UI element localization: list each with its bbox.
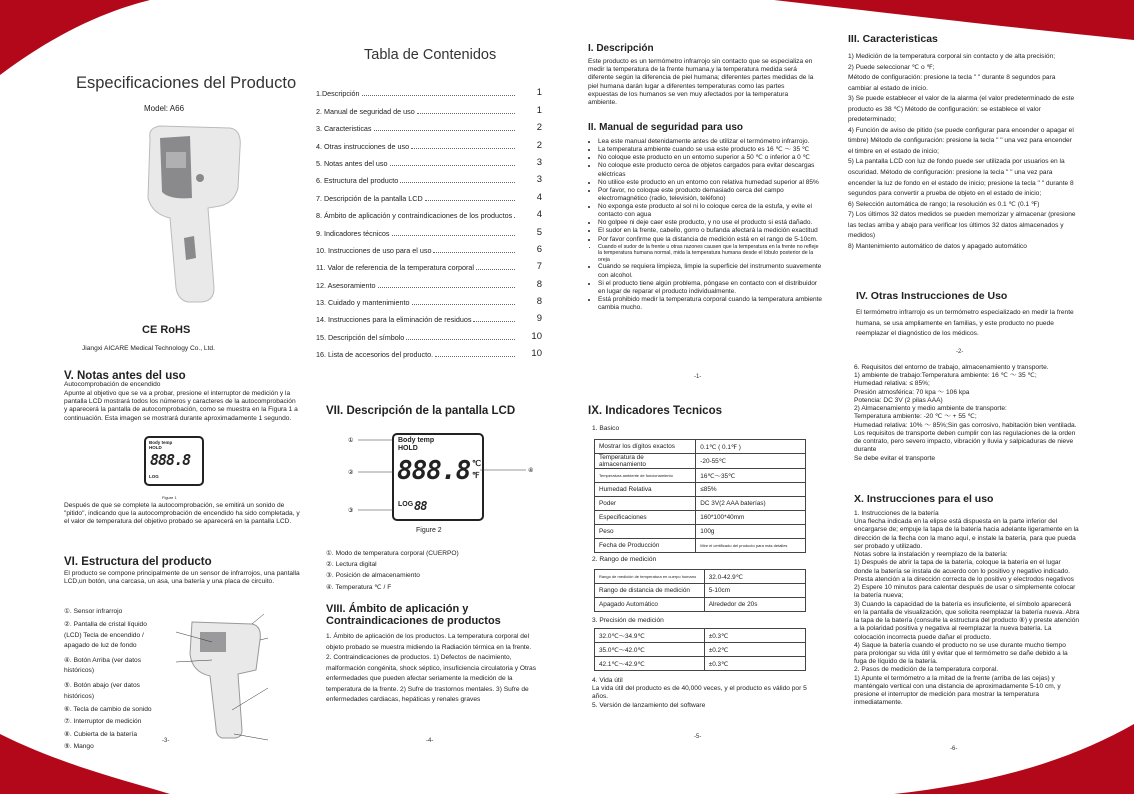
precision-table <box>594 628 806 671</box>
toc-leader <box>392 235 515 236</box>
table-cell: Poder <box>595 497 696 511</box>
tech-title: IX. Indicadores Tecnicos <box>588 405 722 417</box>
toc-row <box>316 307 542 324</box>
toc-entry: 3. Caracteristicas <box>316 124 372 134</box>
table-cell: 32.0℃～34.9℃ <box>595 629 705 643</box>
safety-item: • Cuando se requiera limpieza, limpie la superficie del instrumento suavemente con alcohol. <box>598 263 824 279</box>
part-item: ⑧. Cubierta de la batería <box>64 730 137 738</box>
lcd-legend <box>326 550 536 592</box>
toc-leader <box>412 304 516 305</box>
lcd-log-digits: 88 <box>414 499 427 513</box>
column-4 <box>848 0 1080 794</box>
toc-page: 6 <box>536 243 542 255</box>
table-row <box>595 629 806 643</box>
table-row <box>595 497 806 511</box>
safety-item: • No golpee ni deje caer este producto, y no use el producto si está dañado. <box>598 219 824 227</box>
page-number-2: -2- <box>956 349 964 355</box>
description-title: I. Descripción <box>588 43 654 54</box>
model-label: Model: A66 <box>144 104 185 113</box>
notes-subtitle: Autocomprobación de encendido <box>64 381 161 388</box>
toc-row <box>316 168 542 185</box>
self-test-lcd <box>144 436 204 486</box>
lcd-body-temp: Body temp <box>149 440 173 445</box>
safety-item: • El sudor en la frente, cabello, gorro o bufanda afectará la medición exactitud <box>598 227 824 235</box>
table-cell: 42.1℃～42.9℃ <box>595 657 705 671</box>
toc-row <box>316 238 542 255</box>
table-row <box>595 643 806 657</box>
toc-page: 3 <box>536 156 542 168</box>
table-row <box>595 511 806 525</box>
toc-row <box>316 185 542 202</box>
toc-page: 5 <box>536 226 542 238</box>
table-cell: DC 3V(2 AAA baterías) <box>696 497 806 511</box>
table-row <box>595 539 806 553</box>
toc-entry: 11. Valor de referencia de la temperatura corporal <box>316 263 474 273</box>
scope-title: VIII. Ámbito de aplicación y Contraindicaciones de productos <box>326 603 501 627</box>
part-item: ④. Botón Arriba (ver datos históricos) <box>64 656 142 675</box>
toc-list <box>316 81 542 359</box>
parts-list <box>64 608 160 751</box>
figure-1-caption: Figure 1 <box>162 495 177 500</box>
toc-entry: 13. Cuidado y mantenimiento <box>316 298 410 308</box>
column-2 <box>316 0 546 794</box>
page-number-6: -6- <box>950 746 958 752</box>
toc-page: 1 <box>536 104 542 116</box>
page-number-3: -3- <box>162 738 170 744</box>
toc-entry: 8. Ámbito de aplicación y contraindicaciones de los productos <box>316 211 513 221</box>
toc-row <box>316 220 542 237</box>
tech-footer: 4. Vida útil La vida útil del producto es de 40,000 veces, y el producto es válido por 5 años. 5. Versión de lanzamiento del software <box>592 677 807 709</box>
toc-leader <box>433 252 515 253</box>
table-cell: Temperatura ambiente de funcionamiento <box>595 469 696 483</box>
toc-entry: 12. Asesoramiento <box>316 280 376 290</box>
toc-page: 8 <box>536 296 542 308</box>
table-cell: 35.0℃～42.0℃ <box>595 643 705 657</box>
toc-entry: 1.Descripción <box>316 89 360 99</box>
part-item: ②. Pantalla de cristal líquido (LCD) Tecla de encendido / apagado de luz de fondo <box>64 621 147 650</box>
lcd-unit-fahrenheit: ℉ <box>472 471 480 480</box>
lcd-digits: 888.8 <box>150 451 191 469</box>
lcd-legend-item: ①. Modo de temperatura corporal (CUERPO) <box>326 550 459 557</box>
toc-row <box>316 98 542 115</box>
table-row <box>595 598 806 612</box>
table-cell: 16℃～35℃ <box>696 469 806 483</box>
toc-page: 8 <box>536 278 542 290</box>
table-cell: Mire el certificado del producto para más detalles <box>696 539 806 553</box>
toc-leader <box>374 130 515 131</box>
other-title: IV. Otras Instrucciones de Uso <box>856 290 1008 302</box>
part-item: ⑨. Mango <box>64 742 94 750</box>
toc-leader <box>425 200 515 201</box>
feature-item: 7) Los últimos 32 datos medidos se pueden memorizar y almacenar (presione las teclas arriba y abajo para verificar los últimos 32 datos almacenados y medidos) <box>848 211 1076 240</box>
safety-item: • Por favor confirme que la distancia de medición está en el rango de 5-10cm. <box>598 236 824 244</box>
feature-item: 1) Medición de la temperatura corporal sin contacto y de alta precisión; <box>848 53 1056 60</box>
other-body: El termómetro infrarrojo es un termómetro especializado en medir la frente humana, se usa ampliamente en familias, y este producto no puede reemplazar el diagnóstico de los médicos. <box>856 309 1074 338</box>
figure-2-caption: Figure 2 <box>416 527 442 534</box>
company-name: Jiangxi AICARE Medical Technology Co., Ltd. <box>82 345 215 352</box>
feature-item: 8) Mantenimiento automático de datos y apagado automático <box>848 242 1027 250</box>
table-cell: ±0.2℃ <box>704 643 805 657</box>
toc-leader <box>411 148 515 149</box>
toc-leader <box>473 321 515 322</box>
part-item: ⑥. Tecla de cambio de sonido <box>64 706 152 714</box>
table-cell: Peso <box>595 525 696 539</box>
lcd-legend-item: ③. Posición de almacenamiento <box>326 572 420 580</box>
toc-entry: 16. Lista de accesorios del producto. <box>316 350 434 360</box>
product-spec-title: Especificaciones del Producto <box>76 74 297 92</box>
structure-body: El producto se compone principalmente de un sensor de infrarrojos, una pantalla LCD,un botón, una carcasa, un asa, una batería y una placa de circuito. <box>64 570 300 586</box>
features-title: III. Caracteristicas <box>848 33 938 45</box>
toc-page: 4 <box>536 209 542 221</box>
toc-entry: 2. Manual de seguridad de uso <box>316 106 415 116</box>
svg-text:④: ④ <box>528 467 534 474</box>
lcd-log: LOG <box>149 474 159 479</box>
lcd-legend-item: ④. Temperatura ℃ / F <box>326 583 392 591</box>
thermometer-image <box>130 118 250 304</box>
table-cell: Mostrar los dígitos exactos <box>595 440 696 454</box>
lcd-hold: HOLD <box>149 445 162 450</box>
table-cell: Alrededor de 20s <box>704 598 805 612</box>
svg-text:①: ① <box>348 437 354 444</box>
certification-logos: CE RoHS <box>142 324 191 336</box>
toc-leader <box>406 339 515 340</box>
safety-item: • Lea este manual detenidamente antes de utilizar el termómetro infrarrojo. <box>598 138 824 146</box>
toc-leader <box>514 217 515 218</box>
safety-title: II. Manual de seguridad para uso <box>588 122 744 133</box>
table-cell: ±0.3℃ <box>704 629 805 643</box>
toc-leader <box>476 269 515 270</box>
safety-item: • No utilice este producto en un entorno con relativa humedad superior al 85% <box>598 179 824 187</box>
feature-item: Método de configuración: presione la tecla " " durante 8 segundos para cambiar al estado de inicio. <box>848 74 1056 92</box>
lcd-body-temp: Body temp <box>398 437 435 444</box>
toc-page: 4 <box>536 191 542 203</box>
usage-title: X. Instrucciones para el uso <box>854 493 994 505</box>
toc-page: 3 <box>536 174 542 186</box>
precision-label: 3. Precisión de medición <box>592 617 664 624</box>
table-row <box>595 584 806 598</box>
table-cell: Especificaciones <box>595 511 696 525</box>
toc-page: 7 <box>536 261 542 273</box>
safety-item: • No coloque este producto cerca de objetos cargados para evitar descargas eléctricas <box>598 162 824 178</box>
toc-row <box>316 133 542 150</box>
toc-row <box>316 203 542 220</box>
toc-entry: 15. Descripción del símbolo <box>316 332 405 342</box>
svg-text:②: ② <box>348 469 354 476</box>
range-label: 2. Rango de medición <box>592 556 657 563</box>
basic-label: 1. Basico <box>592 425 620 432</box>
column-1 <box>62 0 302 794</box>
page-number-5: -5- <box>694 734 702 740</box>
table-cell: Fecha de Producción <box>595 539 696 553</box>
table-row <box>595 483 806 497</box>
feature-item: 5) La pantalla LCD con luz de fondo puede ser utilizada por usuarios en la oscuridad. Método de configuración: presione la tecla " " una vez para encender la luz de fondo en el estado de inicio; presione la tecla " " durante 8 segundos para convertir a prueba de objeto en el estado de inicio; <box>848 158 1074 198</box>
toc-page: 2 <box>536 122 542 134</box>
table-cell: Rango de medición de temperatura en cuerpo humano <box>595 570 705 584</box>
safety-list <box>588 138 824 312</box>
toc-row <box>316 81 542 98</box>
toc-entry: 6. Estructura del producto <box>316 176 399 186</box>
features-list <box>848 52 1076 252</box>
table-cell: Temperatura de almacenamiento <box>595 454 696 469</box>
lcd-title: VII. Descripción de la pantalla LCD <box>326 405 516 417</box>
toc-page: 1 <box>536 87 542 99</box>
part-item: ⑤. Botón abajo (ver datos históricos) <box>64 681 140 700</box>
lcd-unit-celsius: ℃ <box>472 459 481 468</box>
feature-item: 4) Función de aviso de pitido (se puede configurar para encender o apagar el timbre) Método de configuración: presione la tecla " " una vez para encender el timbre en el estado de inicio; <box>848 126 1074 155</box>
notes-title: V. Notas antes del uso <box>64 370 186 382</box>
toc-title: Tabla de Contenidos <box>364 47 497 63</box>
safety-item: • La temperatura ambiente cuando se usa este producto es 16 ℃ ～ 35 ℃ <box>598 146 824 154</box>
page-number-1: -1- <box>694 374 702 380</box>
feature-item: 2) Puede seleccionar ℃ o ℉; <box>848 63 935 71</box>
toc-page: 2 <box>536 139 542 151</box>
feature-item: 6) Selección automática de rango; la resolución es 0.1 ℃ (0.1 ℉) <box>848 200 1040 208</box>
table-row <box>595 469 806 483</box>
lcd-hold: HOLD <box>398 445 418 452</box>
table-cell: 5-10cm <box>704 584 805 598</box>
table-cell: 100g <box>696 525 806 539</box>
toc-entry: 9. Indicadores técnicos <box>316 228 390 238</box>
toc-row <box>316 324 542 341</box>
toc-leader <box>435 356 515 357</box>
safety-item: • Está prohibido medir la temperatura corporal cuando la temperatura ambiente cambia mucho. <box>598 296 824 312</box>
table-row <box>595 525 806 539</box>
toc-row <box>316 116 542 133</box>
toc-leader <box>390 165 515 166</box>
lcd-digits: 888.8 <box>397 456 471 486</box>
toc-entry: 4. Otras instrucciones de uso <box>316 141 410 151</box>
table-row <box>595 440 806 454</box>
toc-leader <box>378 287 515 288</box>
basic-table <box>594 439 806 553</box>
usage-body: 1. Instrucciones de la batería Una flecha indicada en la elipse está dispuesta en la parte inferior del encargarse de; empuje la tapa de la batería hacia adelante ligeramente en la dirección de la flecha con la mano aquí, e instale la batería, para que pueda ser probado y utilizado. Notas sobre la instalación y reemplazo de la batería: 1) Después de abrir la tapa de la batería, coloque la batería en el lugar donde la batería se instala de acuerdo con lo positivo y negativo indicado. Presta atención a la dirección correcta de lo positivo y electrodos negativos 2) Espere 10 minutos para calentar después de usar o simplemente colocar la batería nueva; 3) Cuando la capacidad de la batería es insuficiente, el símbolo aparecerá en la pantalla de visualización, que solicita reemplazar la batería nueva. Abra la tapa de la batería (consulte la estructura del producto ⑧) y preste atención a la polaridad positiva y negativa al reemplazar la nueva batería. La colocación incorrecta puede dañar el producto. 4) Saque la batería cuando el producto no se use durante mucho tiempo para prolongar su vida útil y evitar que el termómetro se dañe debido a la fuga de líquido de la batería. 2. Pasos de medición de la temperatura corporal. 1) Apunte el termómetro a la mitad de la frente (arriba de las cejas) y manténgalo vertical con una distancia de aproximadamente 5-10 cm, y presione el interruptor de medición para mostrar la temperatura inmediatamente. <box>854 510 1080 707</box>
safety-item: • Cuando el sudor de la frente u otras razones causen que la temperatura en la frente no refleje la temperatura humana normal, mida la temperatura humana desde el lóbulo posterior de la oreja <box>598 244 824 264</box>
env-body: 6. Requisitos del entorno de trabajo, almacenamiento y transporte. 1) ambiente de trabajo:Temperatura ambiente: 16 ℃ ～ 35 ℃; Humedad relativa: ≤ 85%; Presión atmosférica: 70 kpa ～ 106 kpa Potencia: DC 3V (2 pilas AAA) 2) Almacenamiento y medio ambiente de transporte: Temperatura ambiente: -20 ℃ ～ + 55 ℃; Humedad relativa: 10% ～ 85%;Sin gas corrosivo, habitación bien ventilada. Los requisitos de transporte deben cumplir con las regulaciones de la orden de contrato, pero severo impacto, vibración y lluvia y salpicaduras de nieve durante Se debe evitar el transporte <box>854 364 1077 462</box>
toc-page: 10 <box>531 348 542 360</box>
table-cell: 32.0-42.9℃ <box>704 570 805 584</box>
toc-entry: 7. Descripción de la pantalla LCD <box>316 193 423 203</box>
toc-row <box>316 342 542 359</box>
description-body: Este producto es un termómetro infrarrojo sin contacto que se especializa en medir la temperatura de la frente humana,y la temperatura medida será diferente según la diferencia de piel humana; diferentes partes medidas de la piel humana darán lugar a diferentes temperaturas como las partes expuestas de los humanos se ven muy afectados por la temperatura ambiente. <box>588 58 814 107</box>
table-row <box>595 454 806 469</box>
toc-row <box>316 151 542 168</box>
table-cell: 0.1℃ ( 0.1℉ ) <box>696 440 806 454</box>
table-cell: Humedad Relativa <box>595 483 696 497</box>
table-cell: Apagado Automático <box>595 598 705 612</box>
range-table <box>594 569 806 612</box>
table-cell: Rango de distancia de medición <box>595 584 705 598</box>
table-row <box>595 657 806 671</box>
lcd-log: LOG <box>398 501 414 508</box>
table-row <box>595 570 806 584</box>
safety-item: • No exponga este producto al sol ni lo coloque cerca de la estufa, y evite el contacto con agua <box>598 203 824 219</box>
part-item: ⑦. Interruptor de medición <box>64 718 142 726</box>
notes-body-2: Después de que se complete la autocomprobación, se emitirá un sonido de "pitido", indicando que la autocomprobación de encendido ha sido completada, y el valor de temperatura del objetivo probado se aparecerá en la pantalla LCD. <box>64 502 300 526</box>
safety-item: • Si el producto tiene algún problema, póngase en contacto con el distribuidor en lugar de reparar el producto individualmente. <box>598 280 824 296</box>
table-cell: ±0.3℃ <box>704 657 805 671</box>
toc-row <box>316 272 542 289</box>
toc-leader <box>417 113 515 114</box>
page-number-4: -4- <box>426 738 434 744</box>
scope-body: 1. Ámbito de aplicación de los productos. La temperatura corporal del objeto probado se muestra midiendo la Radiación térmica en la frente. 2. Contraindicaciones de productos. 1) Defectos de nacimiento, malformación congénita, shock séptico, insuficiencia circulatoria y Otras enfermedades que pueden afectar seriamente la medición de la temperatura de la frente. 2) Sufre de trastornos mentales. 3) Sufre de enfermedades cardiacas, hepáticas y renales graves <box>326 633 536 704</box>
toc-leader <box>400 182 515 183</box>
svg-text:③: ③ <box>348 507 354 514</box>
lcd-legend-item: ②. Lectura digital <box>326 561 377 569</box>
table-cell: ≤85% <box>696 483 806 497</box>
safety-item: • Por favor, no coloque este producto demasiado cerca del campo electromagnético (radio, televisión, teléfono) <box>598 187 824 203</box>
feature-item: 3) Se puede establecer el valor de la alarma (el valor predeterminado de este producto es 38 ℃) Método de configuración: se establece el valor predeterminado; <box>848 95 1075 124</box>
toc-entry: 5. Notas antes del uso <box>316 158 388 168</box>
toc-page: 10 <box>531 330 542 342</box>
structure-title: VI. Estructura del producto <box>64 556 212 568</box>
toc-page: 9 <box>536 313 542 325</box>
toc-leader <box>362 95 515 96</box>
toc-row <box>316 255 542 272</box>
toc-row <box>316 290 542 307</box>
toc-entry: 10. Instrucciones de uso para el uso <box>316 245 432 255</box>
column-3 <box>588 0 823 794</box>
notes-body: Apunte al objetivo que se va a probar, presione el interruptor de medición y la pantalla LCD mostrará todos los números y caracteres de la autocomprobación y aparecerá la pantalla de autocomprobación, como se muestra en la Figura 1 a continuación. Esta imagen se mostrará durante aproximadamente 1 segundo. <box>64 390 298 422</box>
safety-item: • No coloque este producto en un entorno superior a 50 ℃ o inferior a 0 ℃ <box>598 154 824 162</box>
product-structure-image <box>172 610 272 742</box>
table-cell: -20-55℃ <box>696 454 806 469</box>
toc-entry: 14. Instrucciones para la eliminación de residuos <box>316 315 472 325</box>
part-item: ①. Sensor infrarrojo <box>64 608 123 615</box>
lcd-callouts <box>346 432 542 522</box>
table-cell: 160*100*40mm <box>696 511 806 525</box>
